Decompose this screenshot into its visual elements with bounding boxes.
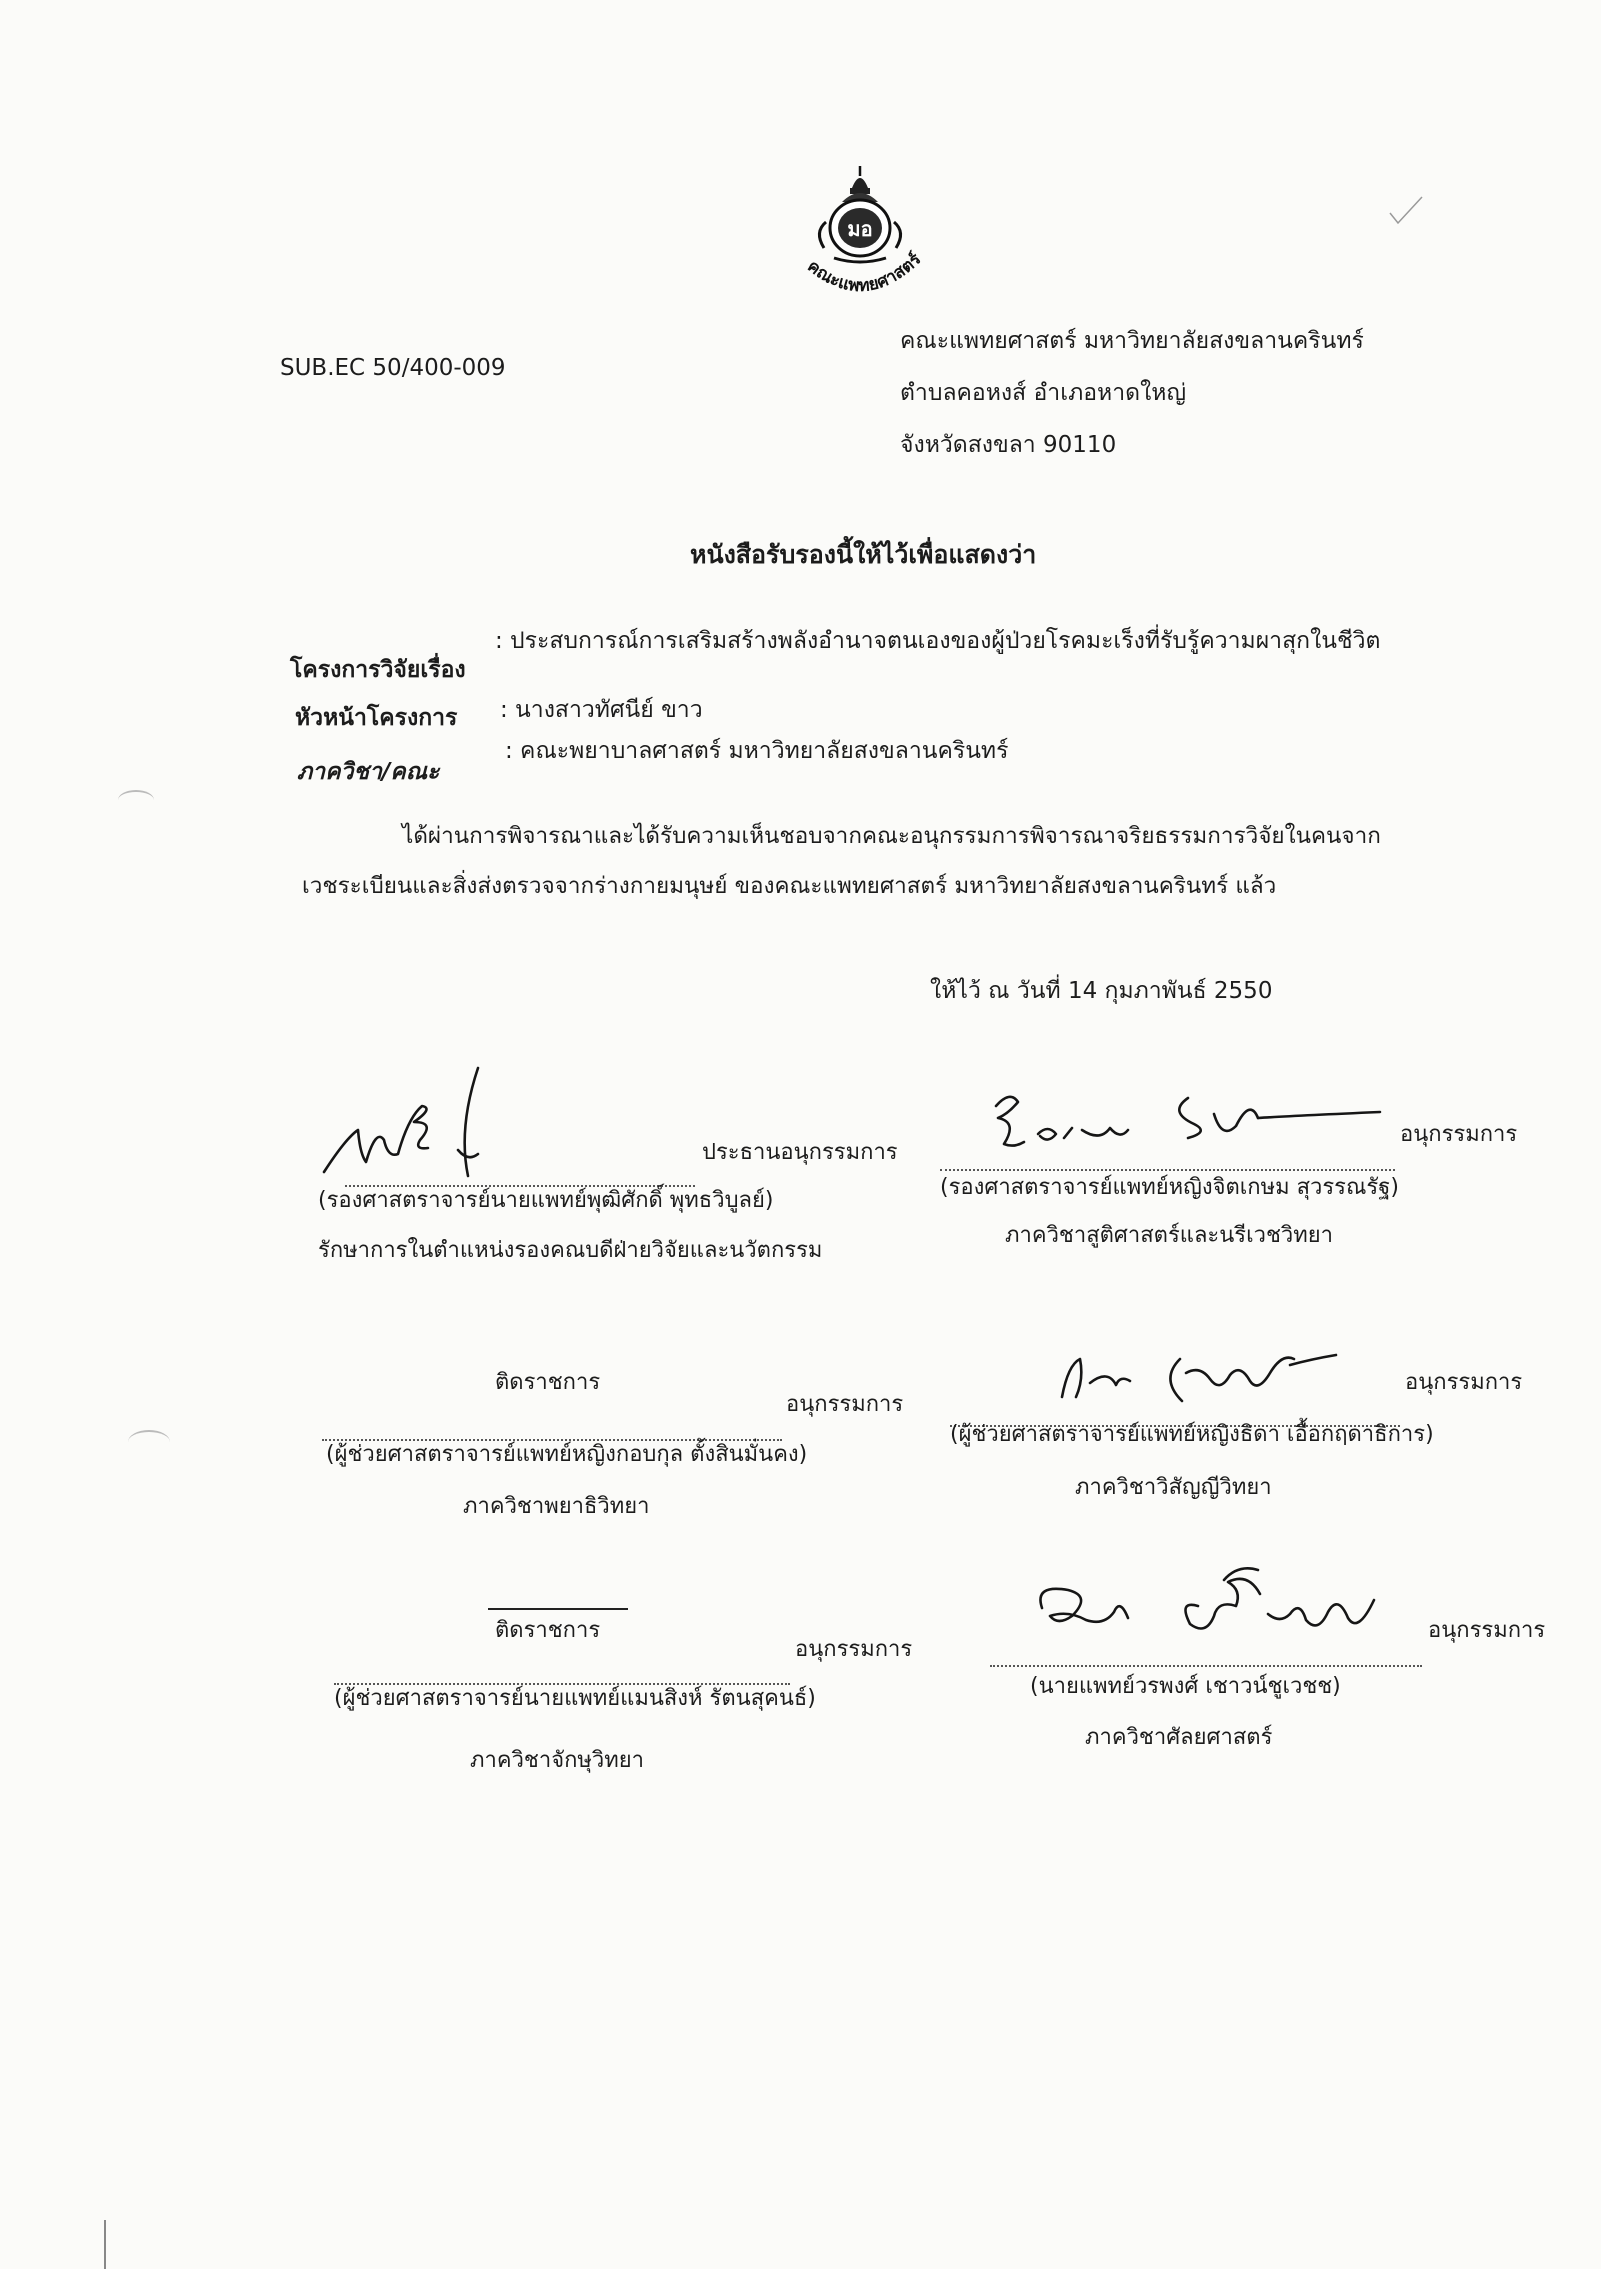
signatory-6-position: ภาควิชาศัลยศาสตร์	[1085, 1725, 1273, 1750]
document-title: หนังสือรับรองนี้ให้ไว้เพื่อแสดงว่า	[690, 540, 1037, 569]
reference-number: SUB.EC 50/400-009	[280, 355, 506, 381]
signatory-3-name: (ผู้ช่วยศาสตราจารย์แพทย์หญิงกอบกุล ตั้งสินมั่นคง)	[326, 1442, 808, 1467]
signatory-1-role: ประธานอนุกรรมการ	[702, 1140, 898, 1165]
issue-date: ให้ไว้ ณ วันที่ 14 กุมภาพันธ์ 2550	[930, 978, 1273, 1004]
project-title-value: : ประสบการณ์การเสริมสร้างพลังอำนาจตนเองของผู้ป่วยโรคมะเร็งที่รับรู้ความผาสุกในชีวิต	[495, 628, 1381, 654]
signatory-1-name: (รองศาสตราจารย์นายแพทย์พุฒิศักดิ์ พุทธวิบูลย์)	[318, 1188, 774, 1213]
signatory-2-name: (รองศาสตราจารย์แพทย์หญิงจิตเกษม สุวรรณรัฐ)	[940, 1175, 1399, 1200]
signatory-2-position: ภาควิชาสูติศาสตร์และนรีเวชวิทยา	[1005, 1223, 1334, 1248]
signatory-2-role: อนุกรรมการ	[1400, 1122, 1518, 1147]
svg-text:คณะแพทยศาสตร์: คณะแพทยศาสตร์	[803, 249, 926, 297]
signatory-3-role: อนุกรรมการ	[786, 1392, 904, 1417]
signatory-4-role: อนุกรรมการ	[1405, 1370, 1523, 1395]
address-line-3: จังหวัดสงขลา 90110	[900, 432, 1117, 458]
signature-member-6	[1028, 1560, 1408, 1654]
address-line-1: คณะแพทยศาสตร์ มหาวิทยาลัยสงขลานครินทร์	[900, 328, 1364, 354]
signatory-4-position: ภาควิชาวิสัญญีวิทยา	[1075, 1475, 1272, 1500]
project-title-label: โครงการวิจัยเรื่อง	[290, 657, 466, 683]
signatory-5-absence-note: ติดราชการ	[495, 1618, 601, 1643]
scan-artifact-arc-1	[118, 790, 154, 810]
project-head-label: หัวหน้าโครงการ	[295, 705, 458, 731]
signature-line-2	[940, 1156, 1395, 1175]
approval-text-line-2: เวชระเบียนและสิ่งส่งตรวจจากร่างกายมนุษย์ ของคณะแพทยศาสตร์ มหาวิทยาลัยสงขลานครินทร์ แล้ว	[302, 873, 1277, 899]
signatory-5-position: ภาควิชาจักษุวิทยา	[470, 1748, 645, 1773]
scan-artifact-edge-line	[104, 2220, 106, 2269]
signatory-4-name: (ผู้ช่วยศาสตราจารย์แพทย์หญิงธิดา เอื้อกฤดาธิการ)	[950, 1422, 1434, 1447]
signatory-6-name: (นายแพทย์วรพงศ์ เชาวน์ชูเวชช)	[1030, 1674, 1341, 1699]
signatory-3-absence-note: ติดราชการ	[495, 1370, 601, 1395]
signature-chairman	[318, 1058, 498, 1187]
faculty-seal-logo	[790, 162, 930, 312]
signatory-3-position: ภาควิชาพยาธิวิทยา	[463, 1494, 650, 1519]
signatory-6-role: อนุกรรมการ	[1428, 1618, 1546, 1643]
svg-text:มอ: มอ	[847, 217, 873, 241]
project-head-value: : นางสาวทัศนีย์ ขาว	[500, 697, 703, 723]
scan-artifact-arc-2	[128, 1430, 170, 1454]
address-line-2: ตำบลคอหงส์ อำเภอหาดใหญ่	[900, 380, 1187, 406]
approval-text-line-1: ได้ผ่านการพิจารณาและได้รับความเห็นชอบจากคณะอนุกรรมการพิจารณาจริยธรรมการวิจัยในคนจาก	[402, 823, 1381, 849]
check-mark	[1388, 195, 1424, 225]
signatory-5-name: (ผู้ช่วยศาสตราจารย์นายแพทย์แมนสิงห์ รัตนสุคนธ์)	[334, 1686, 816, 1711]
signature-line-6	[990, 1652, 1422, 1671]
department-value: : คณะพยาบาลศาสตร์ มหาวิทยาลัยสงขลานครินทร์	[505, 738, 1009, 764]
signature-member-4	[1050, 1335, 1370, 1419]
department-label: ภาควิชา/คณะ	[297, 759, 440, 785]
signatory-1-position: รักษาการในตำแหน่งรองคณบดีฝ่ายวิจัยและนวัตกรรม	[318, 1238, 823, 1263]
signatory-5-role: อนุกรรมการ	[795, 1637, 913, 1662]
signatory-5-note-overline	[488, 1608, 628, 1610]
